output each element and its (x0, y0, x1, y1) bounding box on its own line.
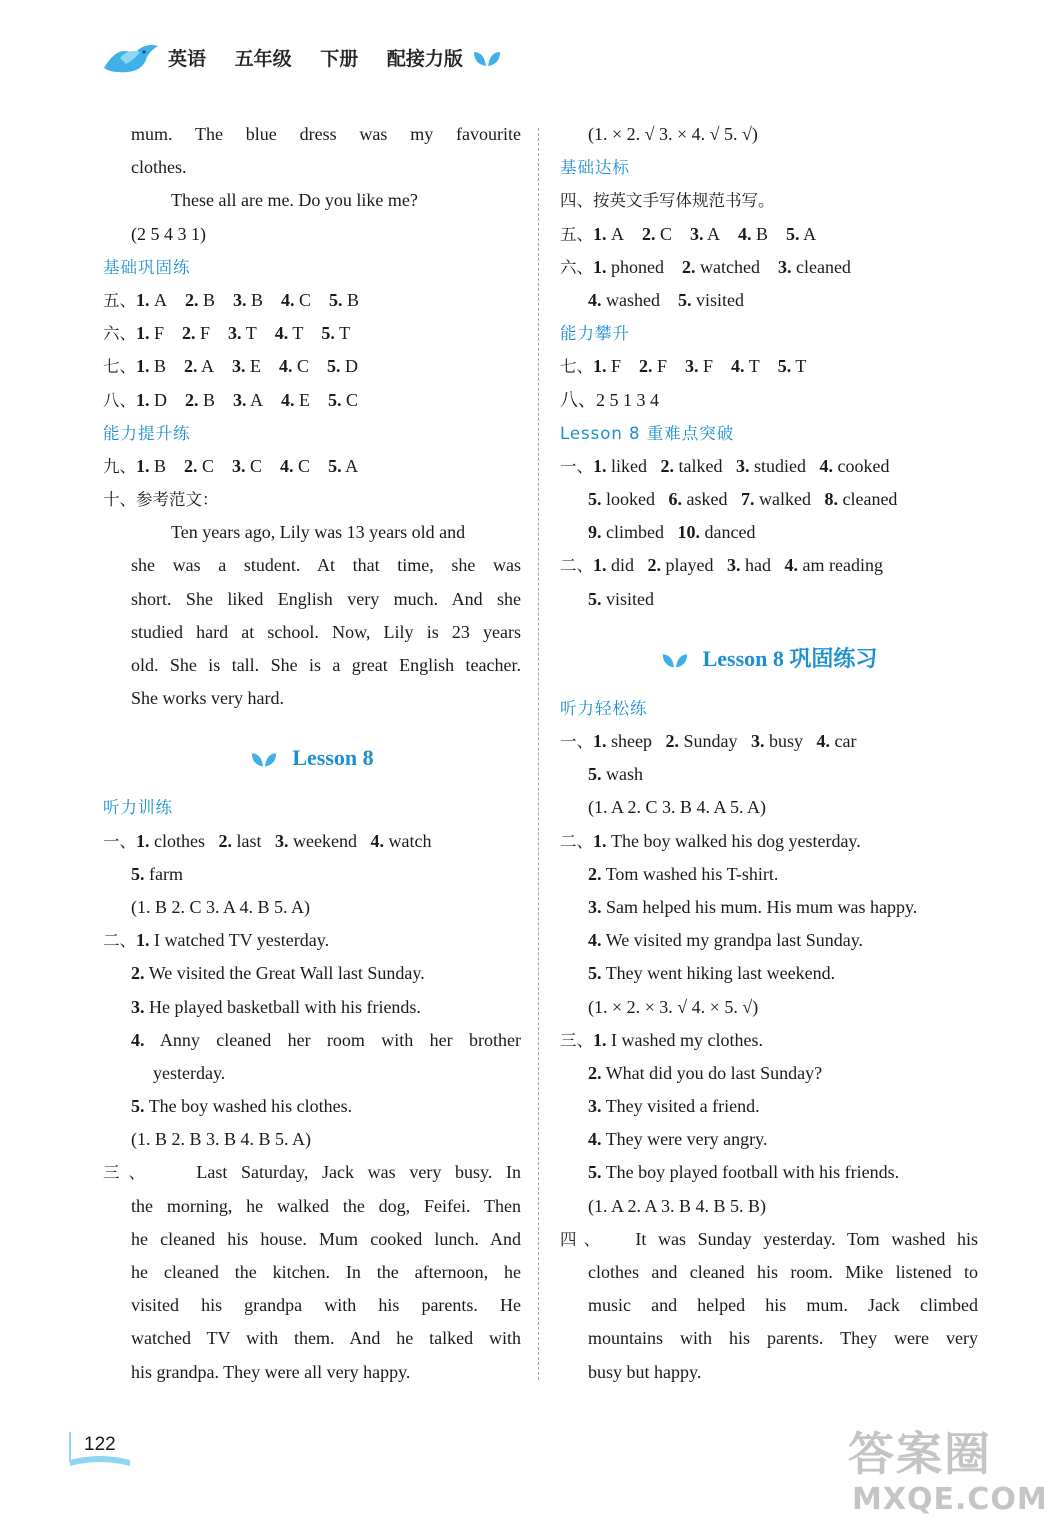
page-header (100, 38, 530, 82)
answer-row: 二、1. I watched TV yesterday. (103, 930, 330, 951)
section-heading: 能力攀升 (560, 324, 630, 344)
paragraph-line: clothes and cleaned his room. Mike listened to (588, 1262, 978, 1282)
answer-row: 二、1. did 2. played 3. had 4. am reading (560, 555, 883, 576)
watermark-url-text: MXQE.COM (852, 1482, 1048, 1517)
answer-row: 六、1. phoned 2. watched 3. cleaned (560, 256, 851, 277)
answer-row: 一、1. clothes 2. last 3. weekend 4. watch (103, 830, 432, 851)
answer-row: 一、1. sheep 2. Sunday 3. busy 4. car (560, 731, 857, 751)
lesson-title: Lesson 8 巩固练习 (560, 626, 978, 692)
answer-row: 4. Anny cleaned her room with her brother (131, 1029, 521, 1050)
answer-row: 2. What did you do last Sunday? (588, 1062, 823, 1083)
essay-line: short. She liked English very much. And she (131, 588, 521, 609)
paragraph-line: he cleaned the kitchen. In the afternoon, he (131, 1262, 521, 1282)
page-number: 122 (68, 1430, 132, 1470)
header-grade: 五年级 (234, 48, 292, 70)
section-heading: Lesson 8 重难点突破 (560, 423, 735, 443)
text-line: mum. The blue dress was my favourite (131, 124, 521, 144)
header-volume: 下册 (320, 48, 359, 70)
section-heading: 能力提升练 (103, 423, 191, 443)
paragraph-line: he cleaned his house. Mum cooked lunch. And (131, 1228, 521, 1249)
paragraph-line: 三、 Last Saturday, Jack was very busy. In (103, 1162, 521, 1183)
answer-row: 5. farm (131, 863, 183, 884)
paragraph-line: visited his grandpa with his parents. He (131, 1295, 521, 1316)
answer-row: 三、1. I washed my clothes. (560, 1029, 763, 1050)
answer-row: 七、1. F 2. F 3. F 4. T 5. T (560, 356, 807, 377)
answer-row: 5. The boy played football with his friends. (588, 1162, 900, 1183)
right-column (560, 118, 978, 1389)
answer-row: 八、2 5 1 3 4 (560, 389, 659, 410)
answer-row: 2. Tom washed his T-shirt. (588, 863, 779, 884)
answer-row: 5. wash (588, 764, 643, 785)
answer-row: 5. They went hiking last weekend. (588, 963, 836, 984)
answer-row: 3. They visited a friend. (588, 1096, 760, 1117)
answer-row: 5. looked 6. asked 7. walked 8. cleaned (588, 489, 898, 510)
leaf-icon (250, 749, 278, 769)
left-column (103, 118, 521, 1389)
paragraph-line: busy but happy. (588, 1361, 702, 1382)
paragraph-line: mountains with his parents. They were very (588, 1328, 978, 1349)
answer-row: 3. He played basketball with his friends. (131, 996, 421, 1017)
answer-row: 五、1. A 2. C 3. A 4. B 5. A (560, 223, 817, 244)
bird-logo-icon (100, 38, 162, 78)
text-line: These all are me. Do you like me? (171, 190, 418, 211)
column-divider (538, 128, 539, 1380)
answer-line: (2 5 4 3 1) (131, 223, 206, 244)
essay-line: studied hard at school. Now, Lily is 23 years (131, 621, 521, 642)
answer-line: (1. B 2. C 3. A 4. B 5. A) (131, 896, 311, 917)
answer-row: 2. We visited the Great Wall last Sunday. (131, 963, 425, 984)
answer-line: (1. A 2. C 3. B 4. A 5. A) (588, 797, 767, 818)
answer-row: 五、1. A 2. B 3. B 4. C 5. B (103, 289, 360, 310)
lesson-title: Lesson 8 (103, 725, 521, 791)
paragraph-line: music and helped his mum. Jack climbed (588, 1295, 978, 1316)
answer-row: 七、1. B 2. A 3. E 4. C 5. D (103, 356, 359, 377)
answer-row: 4. We visited my grandpa last Sunday. (588, 930, 864, 951)
answer-line: (1. A 2. A 3. B 4. B 5. B) (588, 1195, 767, 1216)
answer-row: 九、1. B 2. C 3. C 4. C 5. A (103, 455, 359, 476)
question-heading: 十、参考范文： (103, 490, 219, 510)
section-heading: 听力训练 (103, 798, 173, 818)
question-heading: 四、按英文手写体规范书写。 (560, 191, 775, 211)
answer-row: 4. They were very angry. (588, 1129, 768, 1150)
answer-line: (1. × 2. × 3. √ 4. × 5. √) (588, 996, 759, 1017)
section-heading: 基础达标 (560, 158, 630, 178)
paragraph-line: watched TV with them. And he talked with (131, 1328, 521, 1349)
paragraph-line: the morning, he walked the dog, Feifei. Then (131, 1195, 521, 1216)
answer-row: 9. climbed 10. danced (588, 522, 756, 543)
header-subject: 英语 (168, 48, 207, 70)
paragraph-line: his grandpa. They were all very happy. (131, 1361, 411, 1382)
paragraph-line: 四、 It was Sunday yesterday. Tom washed his (560, 1228, 978, 1249)
essay-line: She works very hard. (131, 688, 284, 709)
answer-row: 3. Sam helped his mum. His mum was happy. (588, 896, 918, 917)
answer-row: 一、1. liked 2. talked 3. studied 4. cooked (560, 455, 890, 476)
watermark (838, 1418, 1048, 1530)
text-line: clothes. (131, 157, 187, 178)
leaf-icon (661, 650, 689, 670)
answer-row: 六、1. F 2. F 3. T 4. T 5. T (103, 323, 351, 344)
header-edition: 配接力版 (386, 48, 463, 70)
section-heading: 听力轻松练 (560, 698, 648, 718)
answer-row: 八、1. D 2. B 3. A 4. E 5. C (103, 389, 359, 410)
watermark-logo-text: 答案圈 (848, 1427, 992, 1481)
leaf-icon (472, 48, 502, 68)
answer-row: 5. visited (588, 588, 654, 609)
answer-row: 5. The boy washed his clothes. (131, 1096, 353, 1117)
answer-row: 4. washed 5. visited (588, 289, 744, 310)
essay-line: old. She is tall. She is a great English teacher. (131, 655, 521, 675)
essay-line: she was a student. At that time, she was (131, 555, 521, 576)
header-titles (168, 44, 485, 71)
essay-line: Ten years ago, Lily was 13 years old and (171, 522, 466, 543)
answer-row: yesterday. (153, 1062, 226, 1083)
section-heading: 基础巩固练 (103, 257, 191, 277)
answer-row: 二、1. The boy walked his dog yesterday. (560, 830, 861, 851)
answer-line: (1. × 2. √ 3. × 4. √ 5. √) (588, 124, 758, 144)
answer-line: (1. B 2. B 3. B 4. B 5. A) (131, 1129, 312, 1150)
